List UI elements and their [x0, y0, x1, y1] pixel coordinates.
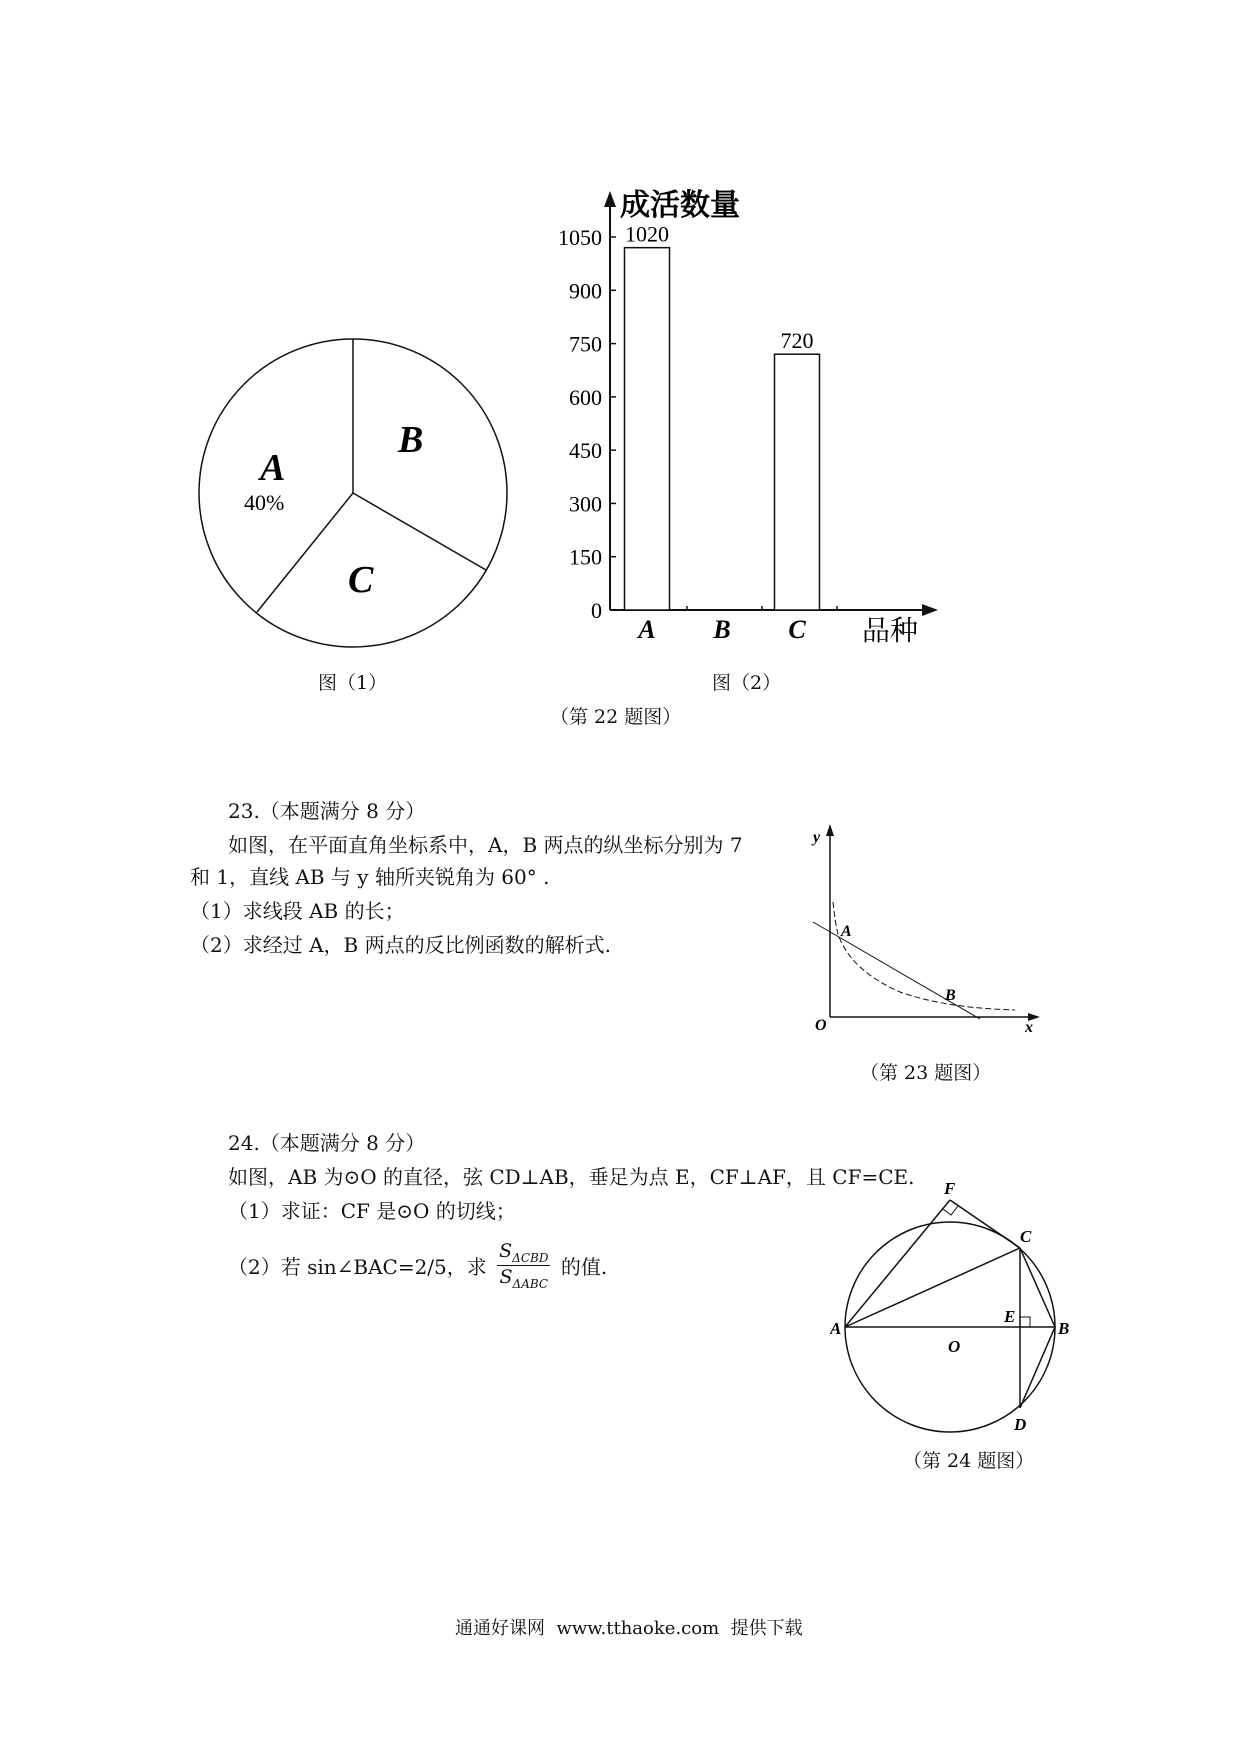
- q23-part2: （2）求经过 A，B 两点的反比例函数的解析式.: [190, 933, 611, 957]
- q23-line1: 如图，在平面直角坐标系中，A，B 两点的纵坐标分别为 7: [228, 833, 743, 857]
- q24-label-b: B: [1058, 1319, 1070, 1338]
- q24-label-f: F: [944, 1179, 956, 1198]
- pie-label-b: B: [398, 419, 424, 461]
- q24-part2: [228, 1240, 607, 1291]
- bar-y-tick-label: 0: [591, 598, 602, 623]
- bar-y-tick-label: 600: [569, 384, 602, 410]
- q24-caption: （第 24 题图）: [903, 1450, 1035, 1472]
- q24-segment-af: [845, 1200, 950, 1327]
- bar-category-label-c: C: [788, 615, 806, 644]
- q23-figure: [805, 822, 1050, 1037]
- q23-label-o: O: [815, 1017, 827, 1034]
- q24-segment-fc: [950, 1200, 1020, 1248]
- q23-label-y: y: [813, 829, 821, 846]
- pie-label-a-percent: 40%: [244, 490, 285, 515]
- q24-label-a: A: [830, 1319, 842, 1338]
- q23-line2: 和 1，直线 AB 与 y 轴所夹锐角为 60° .: [190, 865, 550, 889]
- bar-c: [775, 354, 820, 610]
- q24-figure: [830, 1172, 1080, 1437]
- footer-text: 通通好课网 www.tthaoke.com 提供下载: [455, 1618, 803, 1639]
- q23-y-axis-arrow: [826, 824, 834, 836]
- q23-hyperbola: [833, 902, 1015, 1010]
- q24-segment-bd: [1020, 1327, 1055, 1408]
- q23-line-ab: [813, 922, 980, 1019]
- bar-a: [625, 248, 670, 610]
- bar-y-axis-arrow: [604, 191, 616, 207]
- q24-segment-ac: [845, 1248, 1020, 1327]
- pie-label-a: A: [260, 447, 286, 489]
- bar-caption: 图（2）: [712, 672, 782, 694]
- pie-label-c: C: [348, 559, 374, 601]
- q24-part2-pre: （2）若 sin∠BAC=2/5，求: [228, 1254, 487, 1279]
- bar-chart: [550, 185, 950, 650]
- q24-label-d: D: [1014, 1415, 1027, 1434]
- q22-caption: （第 22 题图）: [550, 706, 682, 728]
- bar-y-tick-label: 300: [569, 491, 602, 517]
- pie-chart: [190, 330, 510, 660]
- q23-label-b: B: [945, 987, 956, 1004]
- q23-label-a: A: [841, 923, 852, 940]
- q24-header: 24.（本题满分 8 分）: [228, 1131, 426, 1155]
- pie-caption: 图（1）: [318, 672, 388, 694]
- bar-category-label-b: B: [713, 615, 731, 644]
- q24-fraction-denominator: $S_{\Delta ABC}$: [499, 1265, 549, 1291]
- bar-y-tick-label: 900: [569, 278, 602, 304]
- q24-segment-cb: [1020, 1248, 1055, 1327]
- bar-y-tick-label: 450: [569, 438, 602, 464]
- q24-right-angle-e: [1020, 1317, 1030, 1327]
- bar-x-axis-title: 品种: [862, 616, 919, 647]
- bar-y-tick-label: 150: [569, 544, 602, 570]
- bar-value-label-c: 720: [780, 328, 814, 354]
- bar-value-label-a: 1020: [625, 221, 669, 247]
- q24-label-o: O: [948, 1337, 961, 1356]
- q24-line1: 如图，AB 为⊙O 的直径，弦 CD⊥AB，垂足为点 E，CF⊥AF，且 CF=CE.: [228, 1165, 915, 1189]
- bar-x-axis-arrow: [922, 604, 938, 616]
- q24-label-e: E: [1004, 1307, 1016, 1326]
- q24-part1: （1）求证：CF 是⊙O 的切线；: [228, 1199, 516, 1223]
- q24-right-angle-f: [943, 1206, 958, 1215]
- bar-y-tick-label: 750: [569, 331, 602, 357]
- bar-y-tick-label: 1050: [558, 225, 602, 250]
- q24-fraction-numerator: $S_{\Delta CBD}$: [499, 1240, 549, 1265]
- q24-label-c: C: [1020, 1227, 1032, 1246]
- bar-y-axis-title: 成活数量: [620, 189, 740, 222]
- q23-label-x: x: [1025, 1019, 1033, 1036]
- q23-part1: （1）求线段 AB 的长；: [190, 899, 405, 923]
- q24-part2-post: 的值.: [560, 1254, 608, 1279]
- q23-caption: （第 23 题图）: [860, 1062, 992, 1084]
- q23-header: 23.（本题满分 8 分）: [228, 799, 426, 823]
- bar-category-label-a: A: [638, 615, 656, 644]
- q24-fraction: [497, 1240, 550, 1291]
